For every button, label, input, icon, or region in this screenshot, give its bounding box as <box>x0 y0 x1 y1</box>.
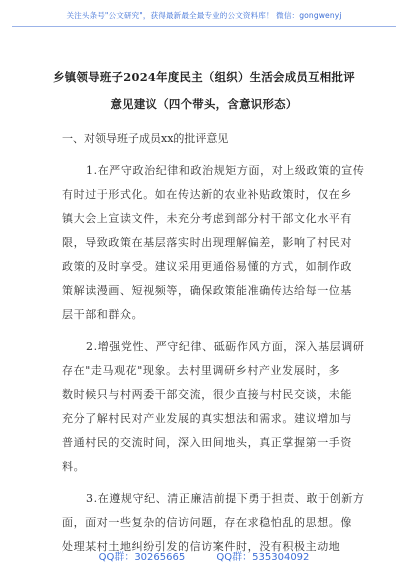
qq-group-2: QQ群：535304092 <box>216 552 310 563</box>
paragraph-line: 面，面对一些复杂的信访问题，存在求稳怕乱的思想。像 <box>62 516 352 529</box>
paragraph-line: 2.增强党性、严守纪律、砥砺作风方面，深入基层调研 <box>86 340 365 353</box>
paragraph-line: 存在"走马观花"现象。去村里调研乡村产业发展时，多 <box>62 364 341 377</box>
paragraph-line: 处理某村土地纠纷引发的信访案件时，没有积极主动地 <box>62 540 341 553</box>
paragraph-line: 料。 <box>62 460 86 473</box>
paragraph-line: 限，导致政策在基层落实时出现理解偏差，影响了村民对 <box>62 236 352 249</box>
paragraph-line: 普通村民的交流时间，深入田间地头，真正掌握第一手资 <box>62 436 352 449</box>
paragraph-line: 1.在严守政治纪律和政治规矩方面，对上级政策的宣传 <box>86 164 365 177</box>
paragraph-line: 有时过于形式化。如在传达新的农业补贴政策时，仅在乡 <box>62 188 352 201</box>
section-heading: 一、对领导班子成员xx的批评意见 <box>62 132 229 145</box>
qq-group-1: QQ群：30265665 <box>98 552 186 563</box>
footer-qq-groups <box>0 548 408 563</box>
paragraph-line: 层干部和群众。 <box>62 308 144 321</box>
document-title-line-2: 意见建议（四个带头，含意识形态） <box>110 97 298 111</box>
paragraph-line: 政策的及时享受。建议采用更通俗易懂的方式，如制作政 <box>62 260 352 273</box>
paragraph-line: 镇大会上宣读文件，未充分考虑到部分村干部文化水平有 <box>62 212 352 225</box>
paragraph-line: 策解读漫画、短视频等，确保政策能准确传达给每一位基 <box>62 284 352 297</box>
header-rule <box>12 26 396 27</box>
paragraph-line: 数时候只与村两委干部交流，很少直接与村民交谈，未能 <box>62 388 352 401</box>
paragraph-line: 充分了解村民对产业发展的真实想法和需求。建议增加与 <box>62 412 352 425</box>
document-title-line-1: 乡镇领导班子2024年度民主（组织）生活会成员互相批评 <box>53 70 355 84</box>
paragraph-line: 3.在遵规守纪、清正廉洁前提下勇于担责、敢于创新方 <box>86 492 365 505</box>
header-banner: 关注头条号"公文研究"，获得最新最全最专业的公文资料库！ 微信：gongwenyj <box>66 11 342 20</box>
